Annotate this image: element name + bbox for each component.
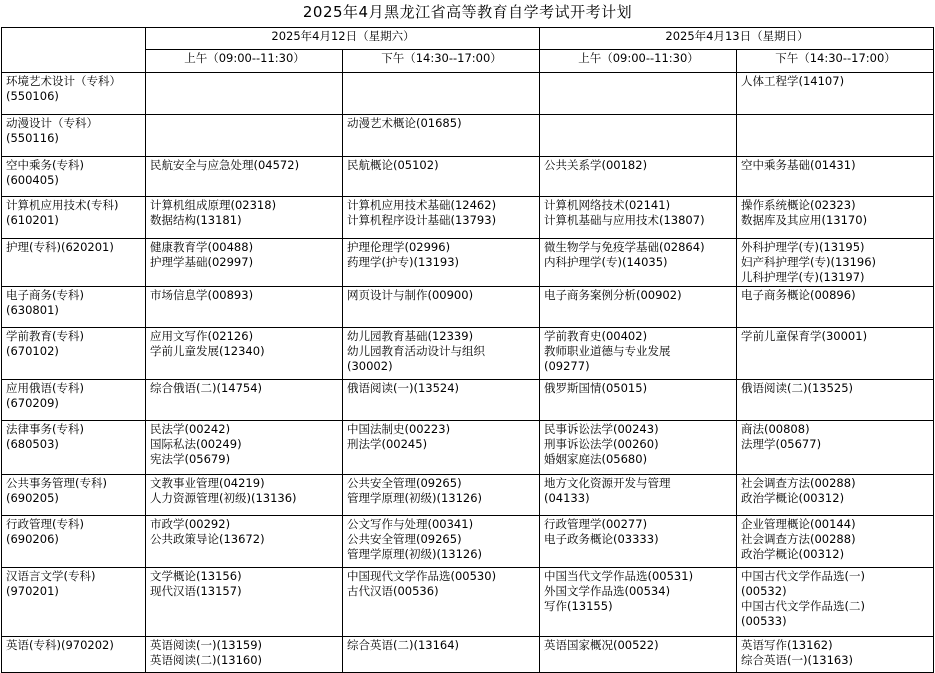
course-line: 动漫艺术概论(01685) <box>347 116 462 130</box>
course-cell-sun-am <box>540 73 737 115</box>
table-row <box>2 73 934 115</box>
course-line: 古代汉语(00536) <box>347 584 439 598</box>
major-line: 公共事务管理(专科) <box>6 476 107 490</box>
course-line: 数据库及其应用(13170) <box>741 213 868 227</box>
table-row <box>2 637 934 673</box>
course-line: 公共政策导论(13672) <box>150 532 265 546</box>
major-line: (550106) <box>6 89 59 103</box>
course-line: (09277) <box>544 359 590 373</box>
course-cell-sat-pm <box>343 328 540 380</box>
course-cell-sun-am <box>540 157 737 197</box>
major-line: 环境艺术设计（专科） <box>6 74 121 88</box>
major-cell <box>2 328 146 380</box>
course-cell-sat-pm <box>343 421 540 475</box>
course-cell-sun-am <box>540 637 737 673</box>
course-cell-sun-am <box>540 516 737 568</box>
course-line: 英语阅读(二)(13160) <box>150 653 263 667</box>
course-line: 公文写作与处理(00341) <box>347 517 474 531</box>
course-line: 综合英语(二)(13164) <box>347 638 460 652</box>
major-cell <box>2 287 146 328</box>
course-line: 学前教育史(00402) <box>544 329 648 343</box>
course-cell-sat-pm <box>343 287 540 328</box>
major-cell <box>2 73 146 115</box>
course-line: 宪法学(05679) <box>150 452 231 466</box>
course-cell-sun-pm <box>737 197 934 239</box>
course-cell-sat-am <box>146 328 343 380</box>
course-line: 英语国家概况(00522) <box>544 638 659 652</box>
major-line: (690205) <box>6 491 59 505</box>
course-line: 儿科护理学(专)(13197) <box>741 270 865 284</box>
course-line: 行政管理学(00277) <box>544 517 648 531</box>
course-line: 计算机应用技术基础(12462) <box>347 198 497 212</box>
major-line: (680503) <box>6 437 59 451</box>
course-cell-sat-am <box>146 157 343 197</box>
course-cell-sat-am <box>146 115 343 157</box>
major-cell <box>2 421 146 475</box>
course-cell-sun-pm <box>737 568 934 637</box>
course-line: 刑事诉讼法学(00260) <box>544 437 659 451</box>
course-cell-sat-am <box>146 516 343 568</box>
major-line: (550116) <box>6 131 59 145</box>
course-line: 外国文学作品选(00534) <box>544 584 671 598</box>
course-line: 计算机网络技术(02141) <box>544 198 671 212</box>
date-header-sun: 2025年4月13日（星期日） <box>540 28 934 50</box>
course-line: 市政学(00292) <box>150 517 231 531</box>
course-cell-sat-am <box>146 239 343 287</box>
course-line: 公共关系学(00182) <box>544 158 648 172</box>
course-line: 现代汉语(13157) <box>150 584 242 598</box>
course-line: 俄罗斯国情(05015) <box>544 381 648 395</box>
course-line: 学前儿童保育学(30001) <box>741 329 868 343</box>
course-cell-sat-pm <box>343 568 540 637</box>
course-line: 幼儿园教育活动设计与组织 <box>347 344 485 358</box>
course-line: 政治学概论(00312) <box>741 491 845 505</box>
course-cell-sun-am <box>540 380 737 421</box>
course-line: 应用文写作(02126) <box>150 329 254 343</box>
date-header-sat: 2025年4月12日（星期六） <box>146 28 540 50</box>
session-header-sun-am: 上午（09:00--11:30） <box>540 50 737 73</box>
course-line: 中国法制史(00223) <box>347 422 451 436</box>
course-cell-sun-am <box>540 197 737 239</box>
course-line: 教师职业道德与专业发展 <box>544 344 671 358</box>
major-cell <box>2 115 146 157</box>
course-line: (30002) <box>347 359 393 373</box>
course-line: 文教事业管理(04219) <box>150 476 265 490</box>
course-cell-sat-am <box>146 421 343 475</box>
course-cell-sun-pm <box>737 157 934 197</box>
course-cell-sat-pm <box>343 157 540 197</box>
major-line: 法律事务(专科) <box>6 422 84 436</box>
course-line: 药理学(护专)(13193) <box>347 255 460 269</box>
course-cell-sun-pm <box>737 328 934 380</box>
course-line: 网页设计与制作(00900) <box>347 288 474 302</box>
course-cell-sun-pm <box>737 637 934 673</box>
course-cell-sat-pm <box>343 115 540 157</box>
course-cell-sun-am <box>540 239 737 287</box>
major-cell <box>2 516 146 568</box>
major-line: 英语(专科)(970202) <box>6 638 114 652</box>
course-line: 管理学原理(初级)(13126) <box>347 491 483 505</box>
major-cell <box>2 475 146 516</box>
table-row <box>2 475 934 516</box>
course-cell-sat-am <box>146 637 343 673</box>
course-line: 管理学原理(初级)(13126) <box>347 547 483 561</box>
course-line: 电子政务概论(03333) <box>544 532 659 546</box>
course-line: 中国当代文学作品选(00531) <box>544 569 694 583</box>
major-cell <box>2 380 146 421</box>
schedule-body <box>2 28 934 673</box>
course-line: 法理学(05677) <box>741 437 822 451</box>
course-line: 民航概论(05102) <box>347 158 439 172</box>
course-cell-sun-pm <box>737 287 934 328</box>
course-line: 计算机组成原理(02318) <box>150 198 277 212</box>
course-cell-sat-am <box>146 287 343 328</box>
course-line: 政治学概论(00312) <box>741 547 845 561</box>
table-row <box>2 328 934 380</box>
major-cell <box>2 157 146 197</box>
exam-schedule-table <box>1 27 934 673</box>
course-cell-sat-am <box>146 197 343 239</box>
session-header-sat-am: 上午（09:00--11:30） <box>146 50 343 73</box>
course-line: 俄语阅读(一)(13524) <box>347 381 460 395</box>
course-cell-sat-pm <box>343 73 540 115</box>
course-line: 中国现代文学作品选(00530) <box>347 569 497 583</box>
major-line: (670209) <box>6 396 59 410</box>
course-cell-sat-pm <box>343 239 540 287</box>
course-line: 民法学(00242) <box>150 422 231 436</box>
table-row <box>2 421 934 475</box>
session-header-sat-pm: 下午（14:30--17:00） <box>343 50 540 73</box>
table-row <box>2 380 934 421</box>
course-line: 妇产科护理学(专)(13196) <box>741 255 877 269</box>
course-line: (00532) <box>741 584 787 598</box>
major-line: 应用俄语(专科) <box>6 381 84 395</box>
course-line: 俄语阅读(二)(13525) <box>741 381 854 395</box>
course-cell-sun-pm <box>737 475 934 516</box>
course-line: 中国古代文学作品选(一) <box>741 569 865 583</box>
course-cell-sat-pm <box>343 516 540 568</box>
course-cell-sun-am <box>540 421 737 475</box>
course-line: 学前儿童发展(12340) <box>150 344 265 358</box>
major-line: 汉语言文学(专科) <box>6 569 96 583</box>
major-line: 学前教育(专科) <box>6 329 84 343</box>
course-line: 企业管理概论(00144) <box>741 517 856 531</box>
major-line: 计算机应用技术(专科) <box>6 198 119 212</box>
major-header-cell <box>2 28 146 73</box>
major-line: 行政管理(专科) <box>6 517 84 531</box>
course-line: 外科护理学(专)(13195) <box>741 240 865 254</box>
course-line: 计算机基础与应用技术(13807) <box>544 213 705 227</box>
course-cell-sun-am <box>540 568 737 637</box>
course-cell-sat-pm <box>343 197 540 239</box>
course-cell-sun-pm <box>737 115 934 157</box>
course-cell-sat-am <box>146 73 343 115</box>
major-line: 护理(专科)(620201) <box>6 240 114 254</box>
course-cell-sat-pm <box>343 380 540 421</box>
course-cell-sat-am <box>146 380 343 421</box>
course-line: 商法(00808) <box>741 422 810 436</box>
course-line: 英语阅读(一)(13159) <box>150 638 263 652</box>
course-line: 综合俄语(二)(14754) <box>150 381 263 395</box>
course-cell-sat-am <box>146 475 343 516</box>
table-row <box>2 568 934 637</box>
course-cell-sat-pm <box>343 475 540 516</box>
table-row <box>2 516 934 568</box>
course-line: 文学概论(13156) <box>150 569 242 583</box>
course-cell-sat-pm <box>343 637 540 673</box>
major-line: (610201) <box>6 213 59 227</box>
course-line: 社会调查方法(00288) <box>741 532 856 546</box>
table-row <box>2 287 934 328</box>
course-line: 国际私法(00249) <box>150 437 242 451</box>
major-line: (670102) <box>6 344 59 358</box>
course-line: (00533) <box>741 614 787 628</box>
page-title: 2025年4月黑龙江省高等教育自学考试开考计划 <box>302 3 633 21</box>
course-line: 电子商务案例分析(00902) <box>544 288 682 302</box>
course-line: 幼儿园教育基础(12339) <box>347 329 474 343</box>
course-line: 健康教育学(00488) <box>150 240 254 254</box>
major-line: (690206) <box>6 532 59 546</box>
course-line: 空中乘务基础(01431) <box>741 158 856 172</box>
major-line: 电子商务(专科) <box>6 288 84 302</box>
course-cell-sun-pm <box>737 380 934 421</box>
table-row <box>2 239 934 287</box>
course-line: 护理伦理学(02996) <box>347 240 451 254</box>
course-line: 婚姻家庭法(05680) <box>544 452 648 466</box>
course-cell-sun-am <box>540 328 737 380</box>
table-row <box>2 157 934 197</box>
major-line: 空中乘务(专科) <box>6 158 84 172</box>
major-line: (600405) <box>6 173 59 187</box>
course-line: 护理学基础(02997) <box>150 255 254 269</box>
course-cell-sun-pm <box>737 516 934 568</box>
course-line: 民事诉讼法学(00243) <box>544 422 659 436</box>
course-line: (04133) <box>544 491 590 505</box>
course-line: 市场信息学(00893) <box>150 288 254 302</box>
course-line: 社会调查方法(00288) <box>741 476 856 490</box>
major-line: (970201) <box>6 584 59 598</box>
course-cell-sun-pm <box>737 421 934 475</box>
course-line: 微生物学与免疫学基础(02864) <box>544 240 705 254</box>
course-line: 刑法学(00245) <box>347 437 428 451</box>
course-line: 电子商务概论(00896) <box>741 288 856 302</box>
course-line: 人体工程学(14107) <box>741 74 845 88</box>
major-cell <box>2 239 146 287</box>
major-cell <box>2 197 146 239</box>
course-line: 计算机程序设计基础(13793) <box>347 213 497 227</box>
table-row <box>2 197 934 239</box>
major-cell <box>2 568 146 637</box>
course-line: 地方文化资源开发与管理 <box>544 476 671 490</box>
course-cell-sun-am <box>540 475 737 516</box>
table-row <box>2 115 934 157</box>
major-cell <box>2 637 146 673</box>
course-line: 公共安全管理(09265) <box>347 532 462 546</box>
course-cell-sun-pm <box>737 239 934 287</box>
course-line: 公共安全管理(09265) <box>347 476 462 490</box>
date-header-row <box>2 28 934 50</box>
course-line: 数据结构(13181) <box>150 213 242 227</box>
course-line: 写作(13155) <box>544 599 613 613</box>
course-cell-sat-am <box>146 568 343 637</box>
course-cell-sun-am <box>540 287 737 328</box>
course-line: 内科护理学(专)(14035) <box>544 255 668 269</box>
course-line: 综合英语(一)(13163) <box>741 653 854 667</box>
course-cell-sun-pm <box>737 73 934 115</box>
course-line: 民航安全与应急处理(04572) <box>150 158 300 172</box>
session-header-sun-pm: 下午（14:30--17:00） <box>737 50 934 73</box>
course-line: 人力资源管理(初级)(13136) <box>150 491 297 505</box>
course-line: 操作系统概论(02323) <box>741 198 856 212</box>
course-line: 中国古代文学作品选(二) <box>741 599 865 613</box>
major-line: (630801) <box>6 303 59 317</box>
course-cell-sun-am <box>540 115 737 157</box>
course-line: 英语写作(13162) <box>741 638 833 652</box>
major-line: 动漫设计（专科） <box>6 116 98 130</box>
